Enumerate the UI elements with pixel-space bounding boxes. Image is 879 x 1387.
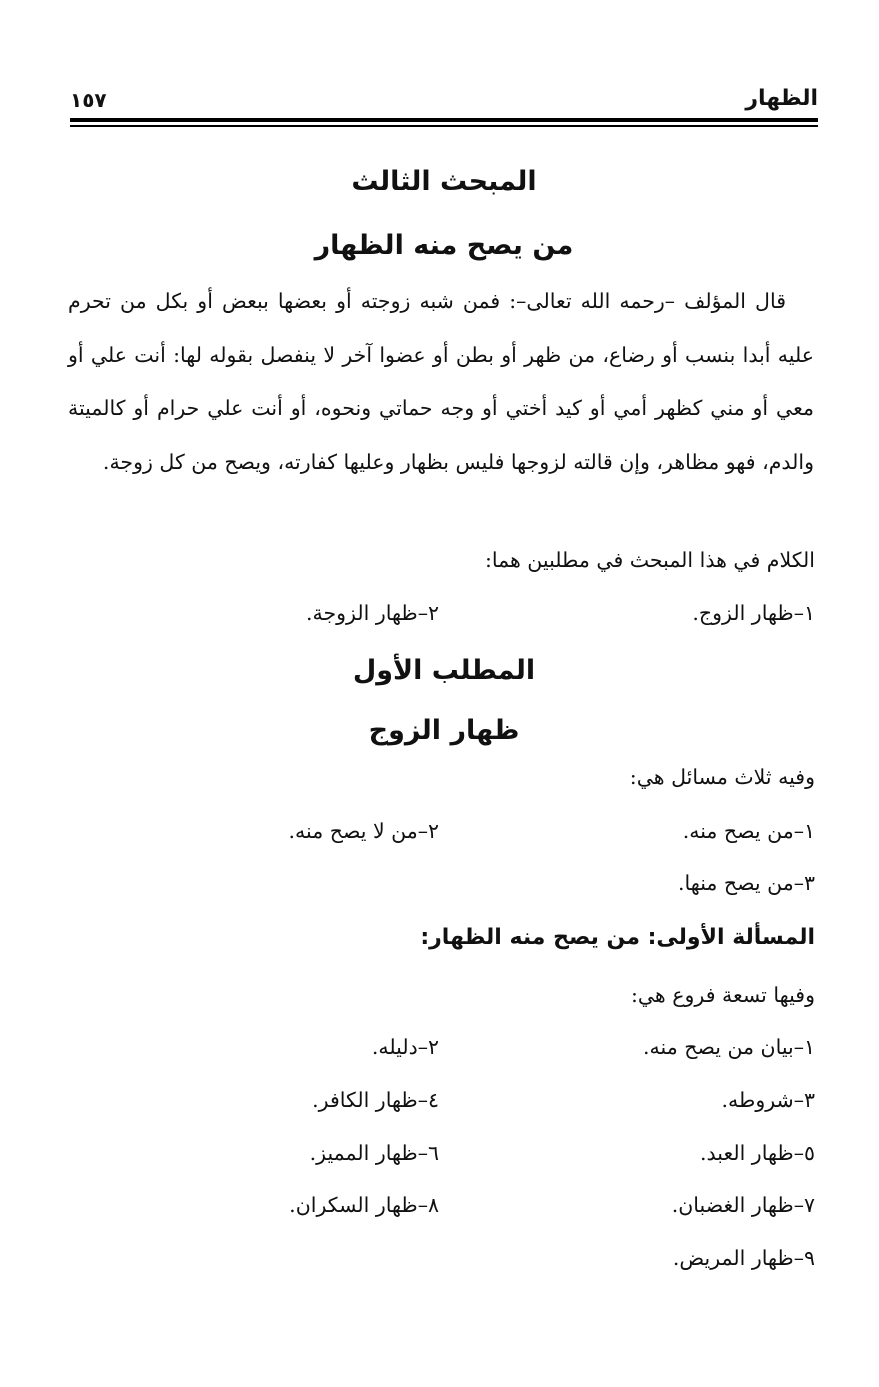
discussion-intro: الكلام في هذا المبحث في مطلبين هما: (484, 548, 815, 572)
demand-title: المطلب الأول (352, 655, 536, 686)
branch-item: ٨–ظهار السكران. (289, 1193, 439, 1217)
branch-item: ٧–ظهار الغضبان. (671, 1193, 815, 1217)
branch-item: ٣–شروطه. (721, 1088, 815, 1112)
branch-item: ٥–ظهار العبد. (700, 1141, 815, 1165)
branches-intro: وفيها تسعة فروع هي: (630, 983, 815, 1007)
branch-item: ٢–دليله. (371, 1035, 439, 1059)
demand-subtitle: ظهار الزوج (368, 715, 520, 746)
issue-item: ١–من يصح منه. (682, 819, 815, 843)
section-title: المبحث الثالث (351, 166, 537, 197)
branch-item: ١–بيان من يصح منه. (643, 1035, 815, 1059)
issue-one-heading: المسألة الأولى: من يصح منه الظهار: (420, 925, 815, 950)
branch-item: ٤–ظهار الكافر. (312, 1088, 439, 1112)
running-title: الظهار (745, 86, 818, 111)
topic-item: ٢–ظهار الزوجة. (305, 601, 439, 625)
branch-item: ٩–ظهار المريض. (672, 1246, 815, 1270)
section-subtitle: من يصح منه الظهار (314, 230, 574, 261)
page-header (70, 86, 818, 116)
issues-intro: وفيه ثلاث مسائل هي: (629, 765, 815, 789)
intro-paragraph: قال المؤلف –رحمه الله تعالى–: فمن شبه زوجته أو بعضها ببعض أو بكل من تحرم عليه أبدا بنسب أو رضاع، من ظهر أو بطن أو عضوا آخر لا ينفصل بقوله لها: أنت علي أو معي أو مني كظهر أمي أو كيد أختي أو وجه حماتي ونحوه، أو أنت علي حرام أو كالميتة والدم، فهو مظاهر، وإن قالته لزوجها فليس بظهار وعليها كفارته، ويصح من كل زوجة. (68, 289, 814, 474)
topic-item: ١–ظهار الزوج. (692, 601, 815, 625)
page-number: ١٥٧ (70, 88, 107, 112)
branch-item: ٦–ظهار المميز. (309, 1141, 439, 1165)
issue-item: ٣–من يصح منها. (678, 871, 815, 895)
issue-item: ٢–من لا يصح منه. (288, 819, 439, 843)
header-rule-thick (70, 118, 818, 122)
header-rule-thin (70, 125, 818, 127)
